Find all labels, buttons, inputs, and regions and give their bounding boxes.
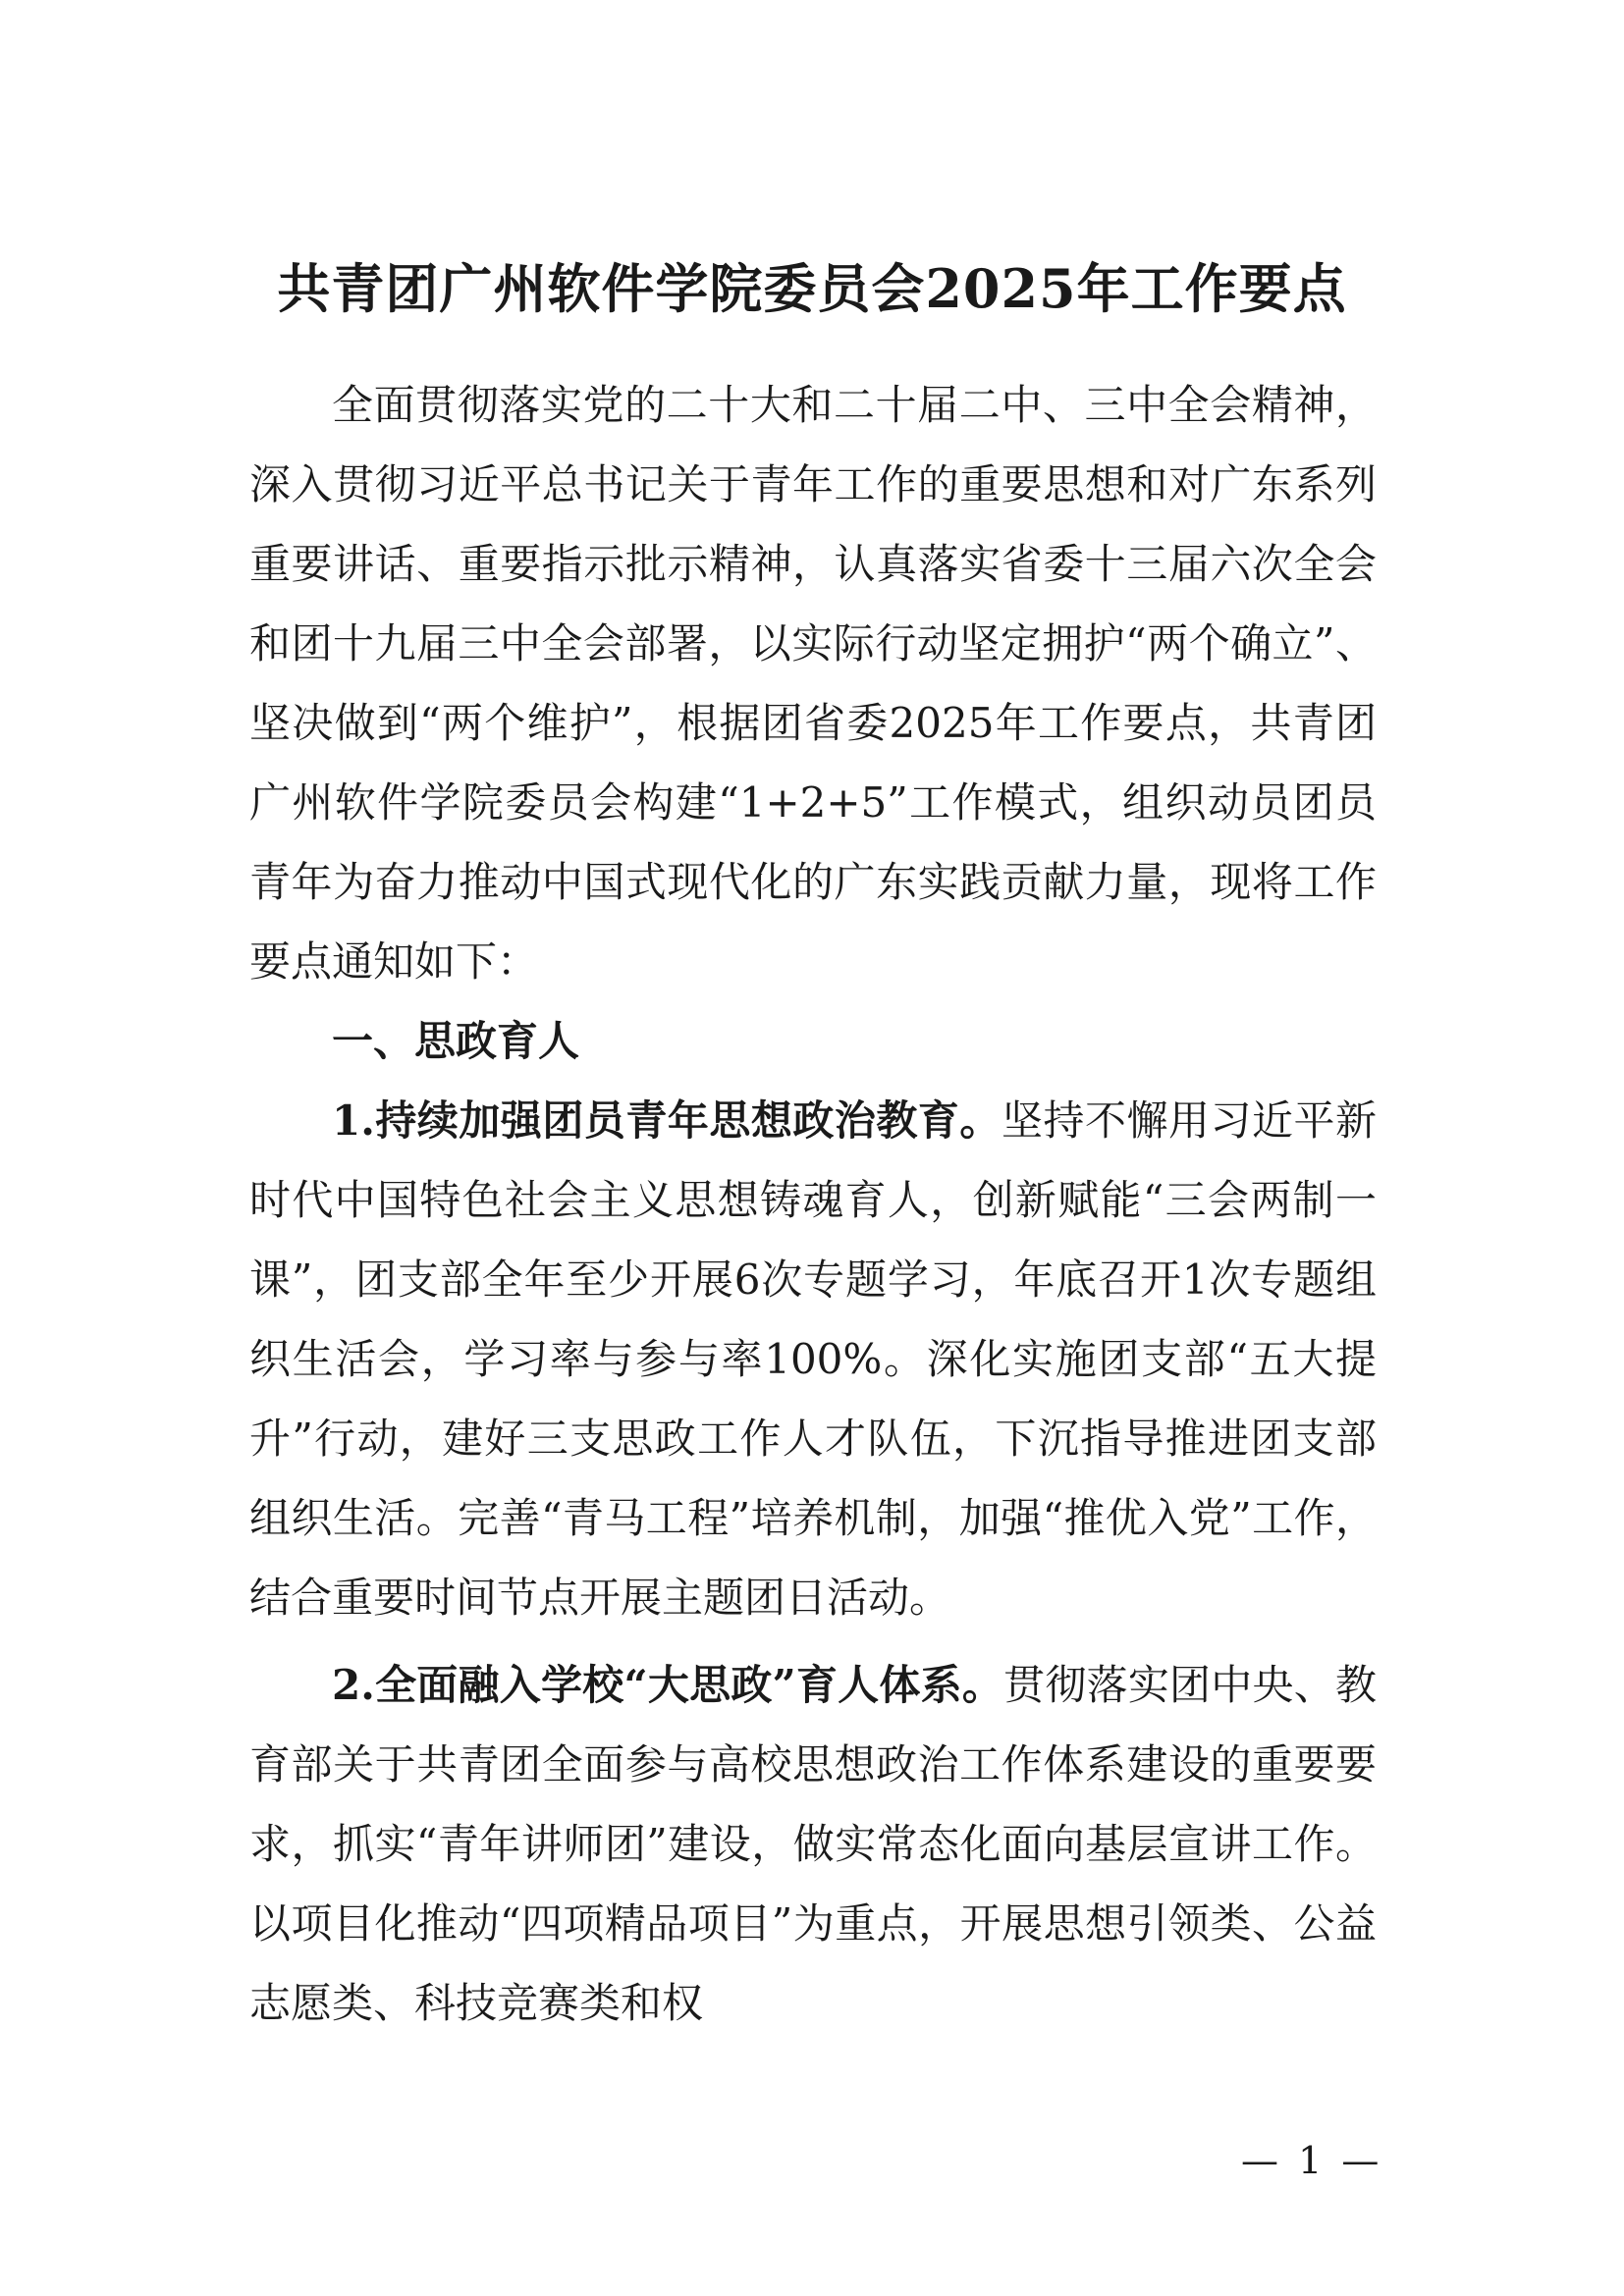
- item-1-body: 坚持不懈用习近平新时代中国特色社会主义思想铸魂育人，创新赋能“三会两制一课”，团支部全年至少开展6次专题学习，年底召开1次专题组织生活会，学习率与参与率100%。深化实施团支部“五大提升”行动，建好三支思政工作人才队伍，下沉指导推进团支部组织生活。完善“青马工程”培养机制，加强“推优入党”工作，结合重要时间节点开展主题团日活动。: [249, 1096, 1377, 1622]
- item-1-paragraph: [249, 1081, 1377, 1637]
- item-2-body: 贯彻落实团中央、教育部关于共青团全面参与高校思想政治工作体系建设的重要要求，抓实“青年讲师团”建设，做实常态化面向基层宣讲工作。以项目化推动“四项精品项目”为重点，开展思想引领类、公益志愿类、科技竞赛类和权: [249, 1661, 1377, 2027]
- page-number: — 1 —: [1241, 2139, 1383, 2182]
- paragraph-gap: [249, 1637, 1377, 1645]
- item-2-paragraph: [249, 1645, 1377, 2043]
- item-1-lead: 1.持续加强团员青年思想政治教育。: [332, 1096, 1001, 1145]
- document-title: 共青团广州软件学院委员会2025年工作要点: [277, 257, 1347, 321]
- intro-paragraph: 全面贯彻落实党的二十大和二十届二中、三中全会精神，深入贯彻习近平总书记关于青年工作的重要思想和对广东系列重要讲话、重要指示批示精神，认真落实省委十三届六次全会和团十九届三中全会部署，以实际行动坚定拥护“两个确立”、坚决做到“两个维护”，根据团省委2025年工作要点，共青团广州软件学院委员会构建“1+2+5”工作模式，组织动员团员青年为奋力推动中国式现代化的广东实践贡献力量，现将工作要点通知如下：: [249, 381, 1377, 986]
- item-2-lead: 2.全面融入学校“大思政”育人体系。: [332, 1661, 1004, 1709]
- document-body: [249, 365, 1377, 2043]
- section-heading: 一、思政育人: [332, 1017, 580, 1065]
